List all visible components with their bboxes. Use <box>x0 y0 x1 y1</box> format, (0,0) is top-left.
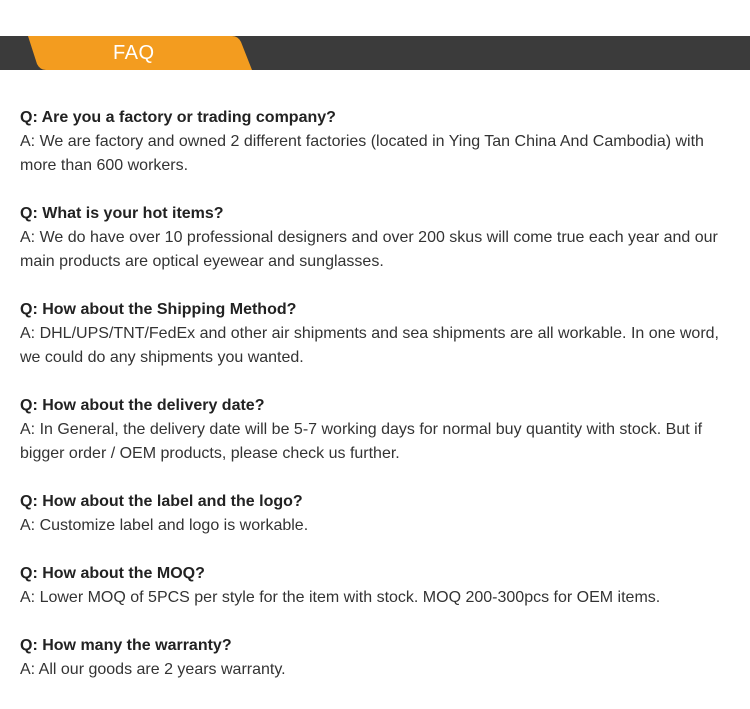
faq-answer: A: In General, the delivery date will be 5-7 working days for normal buy quantity with stock. But if bigger order / OEM products, please check us further. <box>20 421 703 462</box>
faq-list <box>20 106 730 706</box>
faq-question: Q: How many the warranty? <box>20 637 232 654</box>
faq-answer: A: Customize label and logo is workable. <box>20 517 309 534</box>
faq-item <box>20 106 730 178</box>
faq-item <box>20 634 730 682</box>
faq-title: FAQ <box>113 42 155 64</box>
faq-question: Q: How about the MOQ? <box>20 565 205 582</box>
faq-item <box>20 202 730 274</box>
faq-item <box>20 490 730 538</box>
faq-item <box>20 562 730 610</box>
faq-answer: A: DHL/UPS/TNT/FedEx and other air shipments and sea shipments are all workable. In one word, we could do any shipments you wanted. <box>20 325 719 366</box>
faq-item <box>20 394 730 466</box>
faq-question: Q: How about the delivery date? <box>20 397 265 414</box>
faq-question: Q: How about the Shipping Method? <box>20 301 297 318</box>
faq-answer: A: We are factory and owned 2 different factories (located in Ying Tan China And Cambodia) with more than 600 workers. <box>20 133 704 174</box>
faq-question: Q: Are you a factory or trading company? <box>20 109 336 126</box>
faq-item <box>20 298 730 370</box>
faq-question: Q: How about the label and the logo? <box>20 493 303 510</box>
faq-question: Q: What is your hot items? <box>20 205 224 222</box>
faq-answer: A: Lower MOQ of 5PCS per style for the item with stock. MOQ 200-300pcs for OEM items. <box>20 589 661 606</box>
faq-answer: A: We do have over 10 professional designers and over 200 skus will come true each year and our main products are optical eyewear and sunglasses. <box>20 229 718 270</box>
faq-answer: A: All our goods are 2 years warranty. <box>20 661 286 678</box>
